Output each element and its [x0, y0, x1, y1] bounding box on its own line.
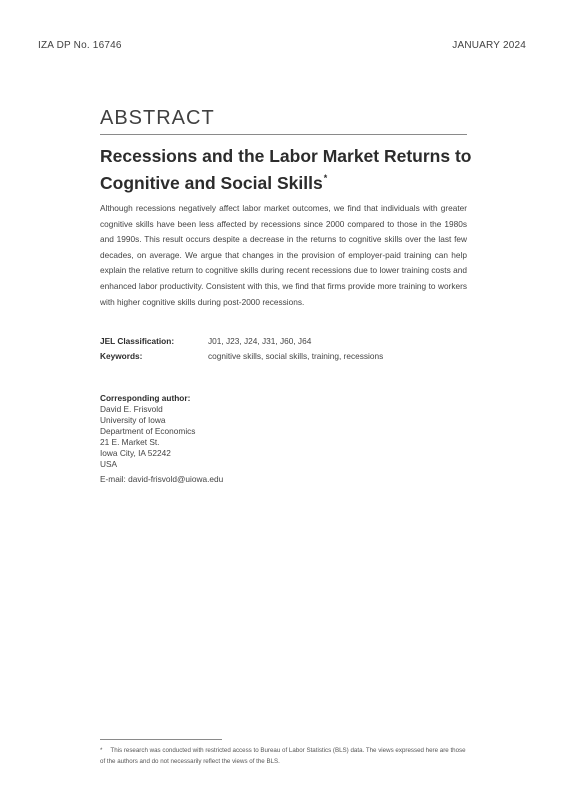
author-department: Department of Economics — [100, 426, 196, 436]
author-name: David E. Frisvold — [100, 404, 163, 414]
author-city: Iowa City, IA 52242 — [100, 448, 171, 458]
author-street: 21 E. Market St. — [100, 437, 160, 447]
footnote-text: This research was conducted with restricted access to Bureau of Labor Statistics (BLS) data. The views expressed here are those of the authors and do not necessarily reflect the views of the BLS. — [100, 747, 466, 765]
keywords-list: cognitive skills, social skills, training, recessions — [208, 351, 384, 361]
series-number: IZA DP No. 16746 — [38, 40, 122, 51]
footnote-marker: * — [100, 747, 103, 754]
footnote-divider — [100, 739, 222, 740]
corresponding-author-label: Corresponding author: — [100, 393, 191, 403]
abstract-body: Although recessions negatively affect labor market outcomes, we find that individuals with greater cognitive skills have been less affected by recessions since 2000 compared to those in the 1980s and 1990s. This result occurs despite a decrease in the returns to cognitive skills over the last few decades, on average. We argue that changes in the provision of employer-paid training can help explain the relative return to cognitive skills during recent recessions due to lower training costs and enhanced labor productivity. Consistent with this, we find that firms provide more training to workers with higher cognitive skills during post-2000 recessions. — [100, 203, 467, 307]
author-country: USA — [100, 459, 118, 469]
jel-classification — [100, 336, 467, 346]
jel-label: JEL Classification: — [100, 336, 175, 346]
title-footnote-marker[interactable]: * — [323, 173, 328, 183]
corresponding-author — [100, 393, 223, 485]
paper-title — [100, 145, 480, 194]
keywords-label: Keywords: — [100, 351, 143, 361]
heading-divider — [100, 134, 467, 135]
footnote — [100, 745, 470, 767]
jel-codes: J01, J23, J24, J31, J60, J64 — [208, 336, 312, 346]
author-university: University of Iowa — [100, 415, 166, 425]
author-email[interactable]: E-mail: david-frisvold@uiowa.edu — [100, 474, 224, 484]
keywords — [100, 351, 467, 361]
abstract-heading: ABSTRACT — [100, 107, 215, 129]
publication-date: JANUARY 2024 — [452, 40, 526, 51]
paper-title-text: Recessions and the Labor Market Returns to Cognitive and Social Skills — [100, 146, 472, 193]
